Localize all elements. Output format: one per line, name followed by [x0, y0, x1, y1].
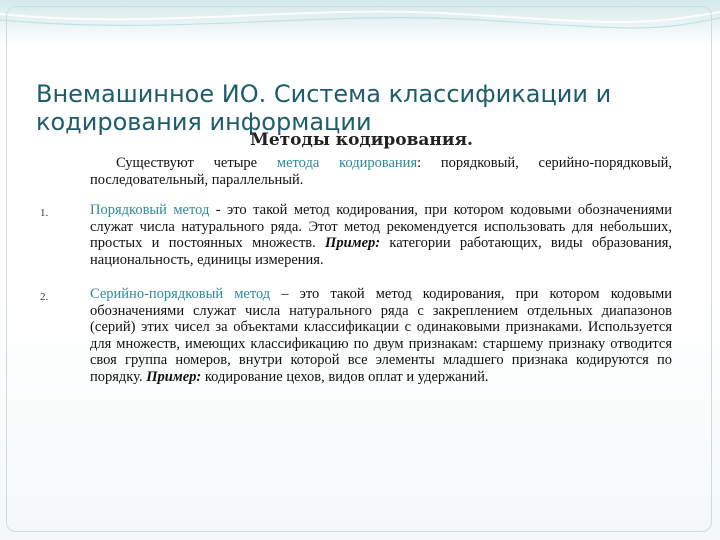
item-description: - это такой метод кодирования, при котором кодовыми обозначениями служат числа натурального ряда. Этот метод рекомендуется использовать для небольших, простых и постоянных множеств. [90, 202, 672, 251]
example-text: категории работающих, виды образования, национальность, единицы измерения. [90, 235, 672, 268]
item-text [90, 286, 672, 385]
item-description: – это такой метод кодирования, при котором кодовыми обозначениями служат числа натурального ряда с закреплением отдельных диапазонов (серий) этих чисел за объектами классификации с одинаковыми признаками. Используется для множеств, имеющих классификацию по двум признакам: старшему признаку отводится своя группа номеров, внутри которой все элементы младшего признака кодируются по порядку. [90, 286, 673, 385]
decorative-wave [0, 0, 720, 44]
intro-rest: : порядковый, серийно-порядковый, последовательный, параллельный. [90, 155, 672, 188]
item-number: 2. [40, 291, 49, 303]
list-item [40, 286, 673, 385]
item-term: Серийно-порядковый метод [90, 286, 271, 302]
slide-title: Внемашинное ИО. Система классификации и кодирования информации [36, 80, 612, 136]
example-label: Пример: [325, 235, 381, 251]
item-term: Порядковый метод [90, 202, 210, 218]
slide-subtitle: Методы кодирования. [250, 130, 473, 150]
intro-paragraph [90, 155, 672, 188]
intro-accent: метода кодирования [276, 155, 418, 171]
list-item [40, 202, 672, 268]
item-text [90, 202, 672, 268]
intro-lead: Существуют четыре [116, 155, 277, 171]
item-number: 1. [40, 207, 49, 219]
example-label: Пример: [146, 368, 202, 385]
slide-body [40, 155, 673, 385]
example-text: кодирование цехов, видов оплат и удержаний. [201, 368, 489, 385]
